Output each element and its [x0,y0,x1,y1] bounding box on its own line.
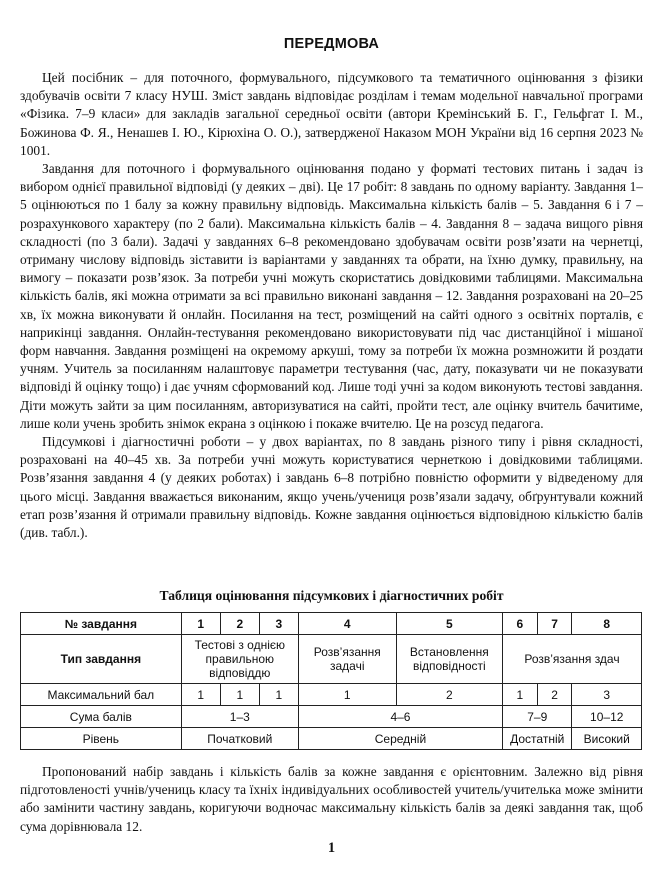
sum-task-8: 10–12 [572,706,642,728]
max-points-2: 1 [220,684,259,706]
sum-tasks-1-3: 1–3 [181,706,298,728]
row-label-max-points: Максимальний бал [21,684,182,706]
table-row-task-numbers [21,613,642,635]
type-single-choice: Тестові з однією правильною відповіддю [181,635,298,684]
paragraph-current-assessment: Завдання для поточного і формувального оцінювання подано у форматі тестових питань і задач із вибором однієї правильної відповіді (у деяких – дві). Це 17 робіт: 8 завдань по одному варіанту. Завдання 1–5 оцінюються по 1 балу за кожну правильну відповідь. Максимальна кількість балів – 5. Завдання 6 і 7 – розрахункового характеру (по 2 бали). Максимальна кількість балів – 4. Завдання 8 – задача вищого рівня складності (по 3 бали). Задачі у завданнях 6–8 рекомендовано здобувачам освіти розв’язати на чернетці, отриману числову відповідь зіставити із варіантами у завданнях та обрати, на їхню думку, правильну, на вимогу – показати розв’язок. За потреби учні можуть скористатись довідковими таблицями. Максимальна кількість балів, які можна отримати за всі правильно виконані завдання – 12. Завдання розраховані на 20–25 хв, їх можна виконувати й онлайн. Посилання на тест, розміщений на сайті одного з освітніх порталів, є наприкінці завдання. Онлайн-тестування рекомендовано використовувати під час дистанційної і мішаної форм навчання. Завдання розміщені на окремому аркуші, тому за потреби їх можна розмножити й роздати учням. Учитель за посиланням налаштовує параметри тестування (час, дату, показувати чи не показувати відповіді й оцінку тощо) і дає учням сформований код. Лише тоді учні за кодом виконують тестові завдання. Діти можуть зайти за цим посиланням, авторизуватися на сайті, пройти тест, але оцінку вчитель бачитиме, лише коли учень зробить знімок екрана з оцінкою і покаже вчителю. Це на розсуд педагога. [20,161,643,431]
table-row-max-points [21,684,642,706]
paragraph-closing: Пропонований набір завдань і кількість балів за кожне завдання є орієнтовним. Залежно від рівня підготовленості учнів/учениць класу та їхніх індивідуальних особливостей учитель/учителька може змінити або замінити частину завдань, коригуючи водночас максимальну кількість балів за деякі завдання так, щоб сума дорівнювала 12. [20,764,643,834]
sum-tasks-6-7: 7–9 [503,706,572,728]
sum-tasks-4-5: 4–6 [298,706,502,728]
max-points-4: 1 [298,684,396,706]
page-number: 1 [327,840,336,856]
table-row-task-type [21,635,642,684]
task-number-2: 2 [220,613,259,635]
row-label-task-type: Тип завдання [21,635,182,684]
table-row-level [21,728,642,750]
row-label-points-sum: Сума балів [21,706,182,728]
max-points-3: 1 [259,684,298,706]
task-number-8: 8 [572,613,642,635]
level-high: Високий [572,728,642,750]
level-average: Середній [298,728,502,750]
closing-text [20,763,643,836]
task-number-7: 7 [537,613,572,635]
max-points-1: 1 [181,684,220,706]
task-number-3: 3 [259,613,298,635]
grading-table [20,612,642,750]
task-number-1: 1 [181,613,220,635]
type-problems: Розв’язання здач [503,635,642,684]
level-initial: Початковий [181,728,298,750]
type-matching: Встановлення відповідності [396,635,502,684]
max-points-8: 3 [572,684,642,706]
paragraph-final-assessment: Підсумкові і діагностичні роботи – у двох варіантах, по 8 завдань різного типу і рівня складності, розраховані на 40–45 хв. За потреби учні можуть користуватися чернеткою і довідковими таблицями. Розв’язання завдання 4 (у деяких роботах) і завдань 6–8 потрібно повністю оформити у відведеному для цього місці. Завдання вважається виконаним, якщо учень/учениця розв’язали задачу, обґрунтували кожний етап розв’язання й отримали правильну відповідь. Кожне завдання оцінюється відповідною кількістю балів (див. табл.). [20,434,643,541]
row-label-task-number: № завдання [21,613,182,635]
intro-text [20,69,643,542]
table-title: Таблиця оцінювання підсумкових і діагностичних робіт [159,588,504,603]
task-number-4: 4 [298,613,396,635]
page-title: ПЕРЕДМОВА [283,36,380,52]
max-points-5: 2 [396,684,502,706]
table-row-points-sum [21,706,642,728]
max-points-6: 1 [503,684,538,706]
row-label-level: Рівень [21,728,182,750]
type-problem-solving: Розв’язання задачі [298,635,396,684]
task-number-5: 5 [396,613,502,635]
level-sufficient: Достатній [503,728,572,750]
task-number-6: 6 [503,613,538,635]
paragraph-purpose: Цей посібник – для поточного, формувального, підсумкового та тематичного оцінювання з фізики здобувачів освіти 7 класу НУШ. Зміст завдань відповідає розділам і темам модельної навчальної програми «Фізика. 7–9 класи» для закладів загальної середньої освіти (автори Кремінський Б. Г., Гельфгат І. М., Божинова Ф. Я., Ненашев І. Ю., Кірюхіна О. О.), затвердженої Наказом МОН України від 16 серпня 2023 № 1001. [20,70,643,158]
max-points-7: 2 [537,684,572,706]
